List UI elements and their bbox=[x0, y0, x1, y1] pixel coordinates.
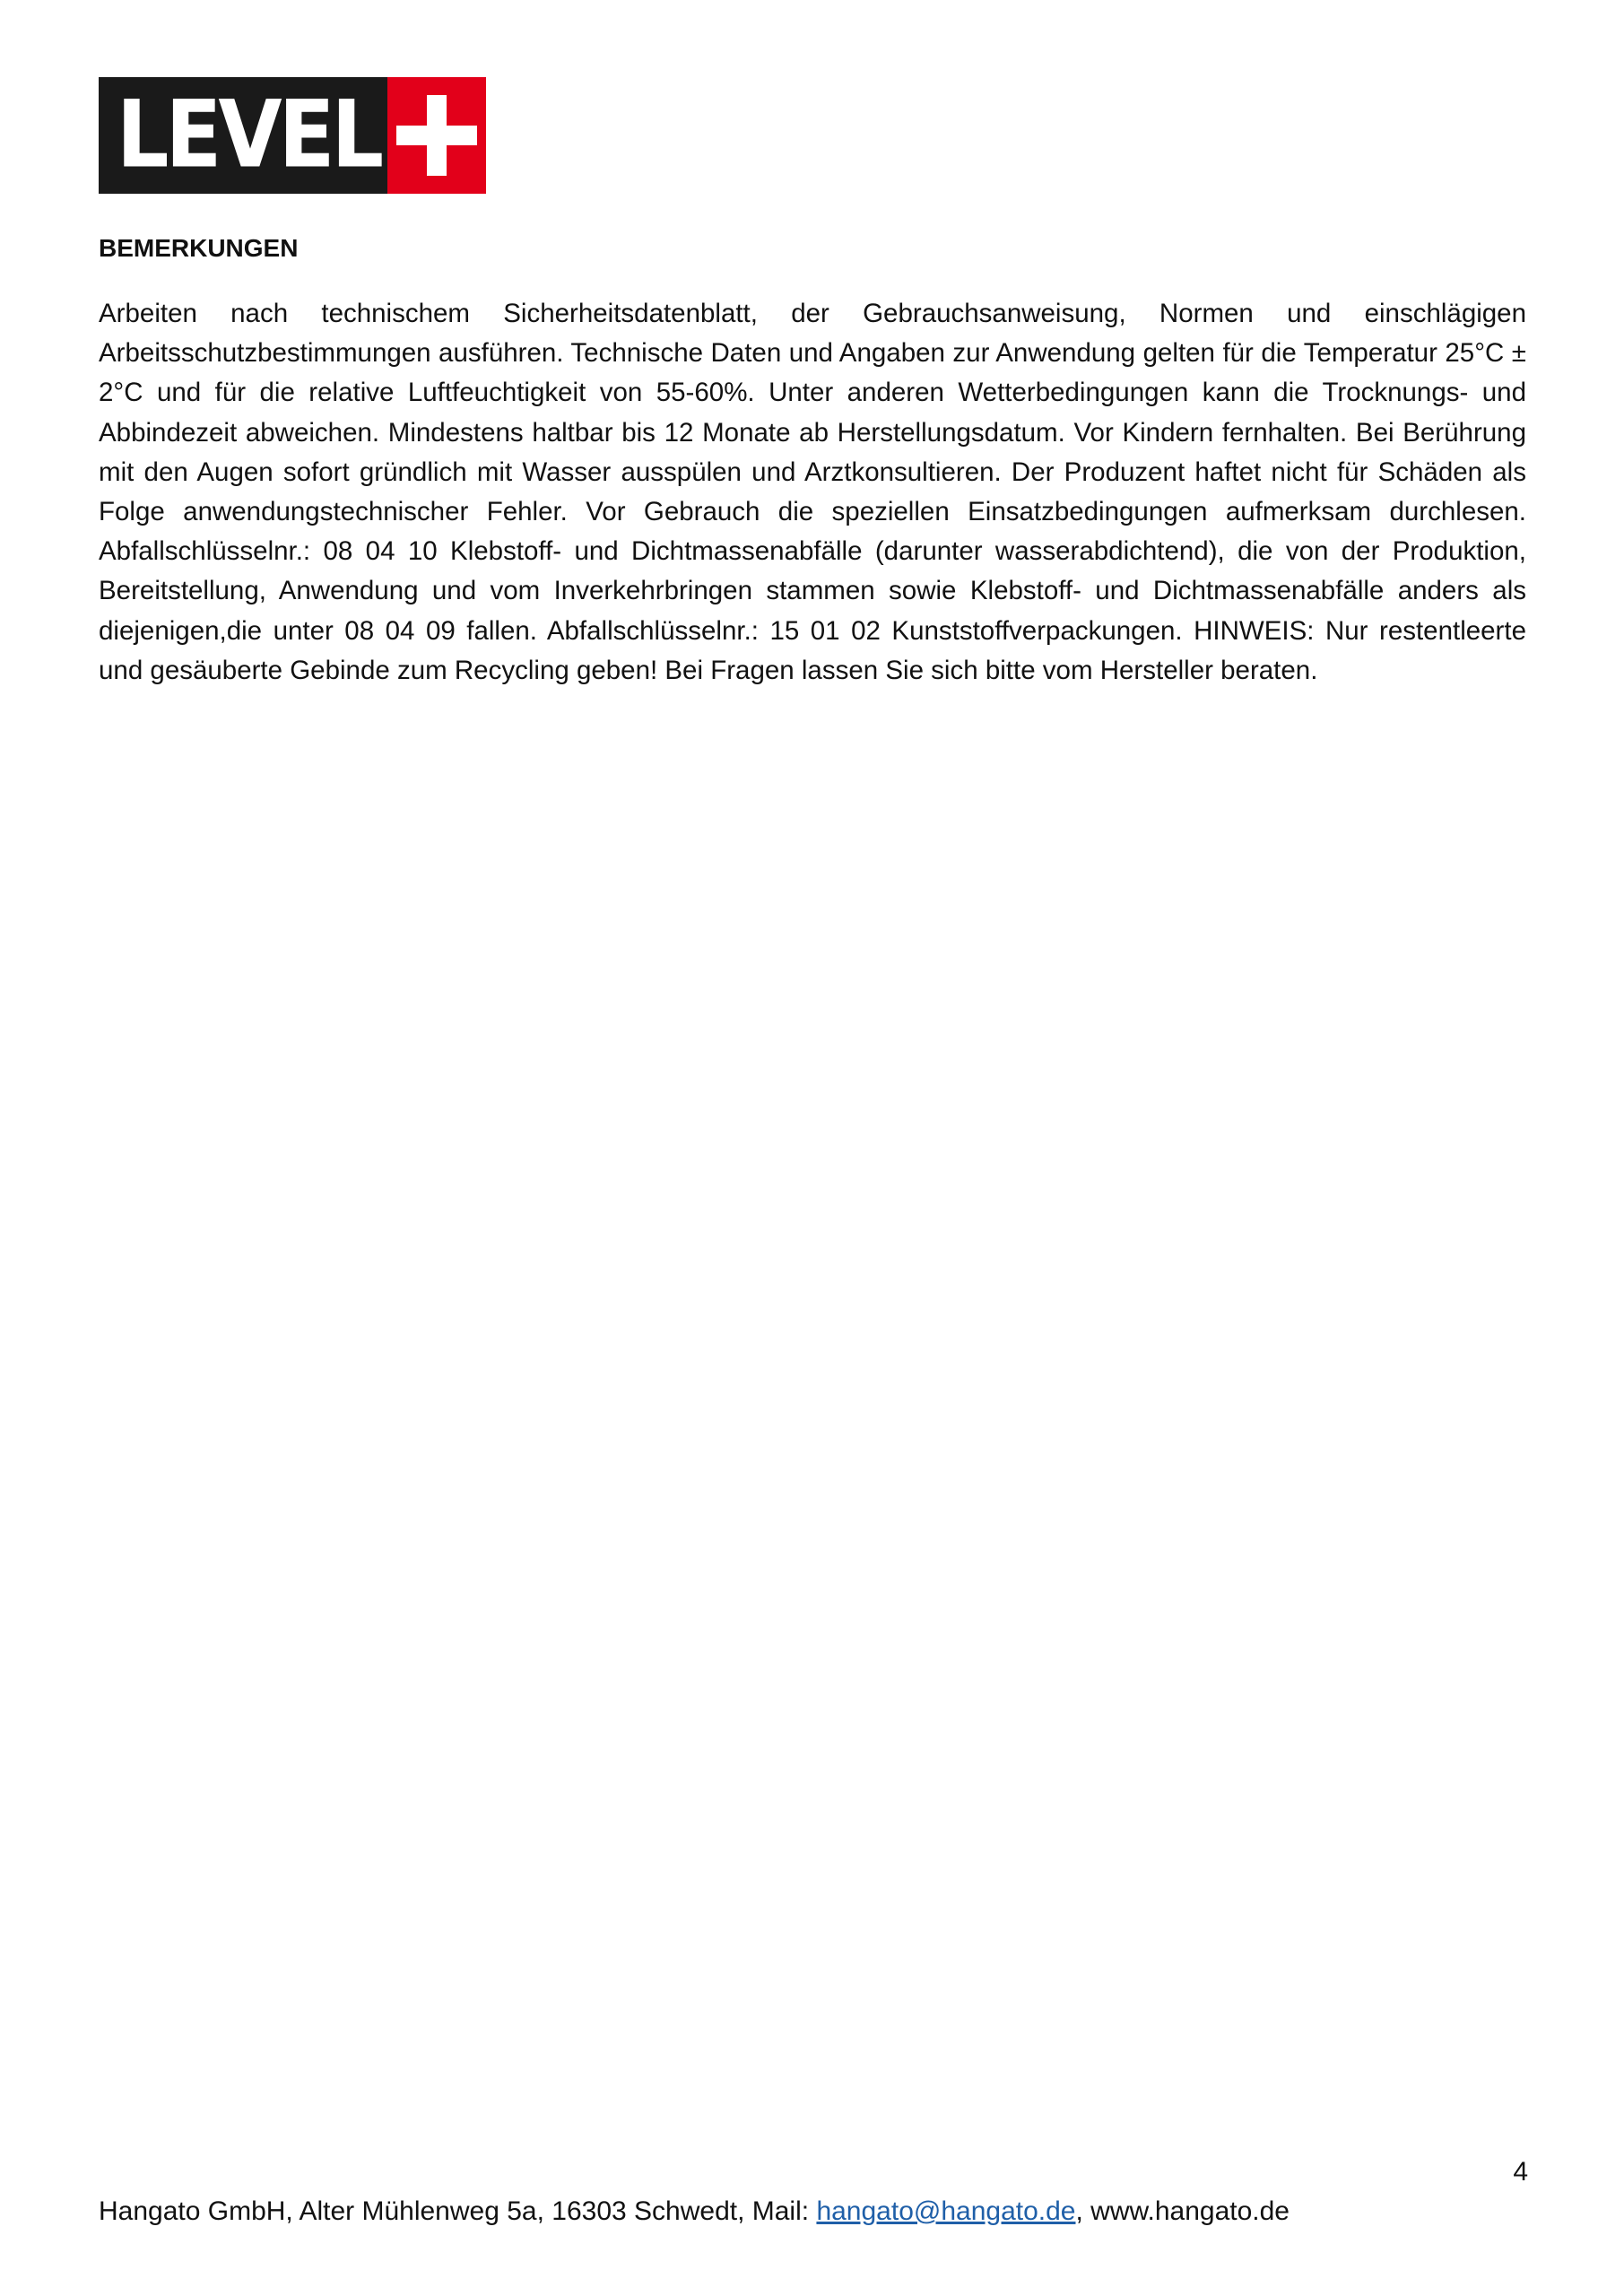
section-title: BEMERKUNGEN bbox=[99, 234, 299, 262]
logo-wordmark-box bbox=[99, 77, 387, 194]
logo-plus-box bbox=[387, 77, 486, 194]
page-number: 4 bbox=[1513, 2157, 1528, 2187]
footer-address: Hangato GmbH, Alter Mühlenweg 5a, 16303 Schwedt, Mail: bbox=[99, 2196, 817, 2226]
remarks-paragraph: Arbeiten nach technischem Sicherheitsdatenblatt, der Gebrauchsanweisung, Normen und einschlägigen Arbeitsschutzbestimmungen ausführen. Technische Daten und Angaben zur Anwendung gelten für die Temperatur 25°C ± 2°C und für die relative Luftfeuchtigkeit von 55-60%. Unter anderen Wetterbedingungen kann die Trocknungs- und Abbindezeit abweichen. Mindestens haltbar bis 12 Monate ab Herstellungsdatum. Vor Kindern fernhalten. Bei Berührung mit den Augen sofort gründlich mit Wasser ausspülen und Arztkonsultieren. Der Produzent haftet nicht für Schäden als Folge anwendungstechnischer Fehler. Vor Gebrauch die speziellen Einsatzbedingungen aufmerksam durchlesen. Abfallschlüsselnr.: 08 04 10 Klebstoff- und Dichtmassenabfälle (darunter wasserabdichtend), die von der Produktion, Bereitstellung, Anwendung und vom Inverkehrbringen stammen sowie Klebstoff- und Dichtmassenabfälle anders als diejenigen,die unter 08 04 09 fallen. Abfallschlüsselnr.: 15 01 02 Kunststoffverpackungen. HINWEIS: Nur restentleerte und gesäuberte Gebinde zum Recycling geben! Bei Fragen lassen Sie sich bitte vom Hersteller beraten. bbox=[99, 299, 1526, 685]
footer bbox=[99, 2196, 1290, 2228]
plus-icon bbox=[387, 77, 486, 194]
footer-website: , www.hangato.de bbox=[1075, 2196, 1290, 2226]
logo-wordmark: LEVEL bbox=[116, 81, 381, 189]
footer-email-link[interactable]: hangato@hangato.de bbox=[816, 2196, 1076, 2226]
company-logo bbox=[99, 77, 486, 194]
